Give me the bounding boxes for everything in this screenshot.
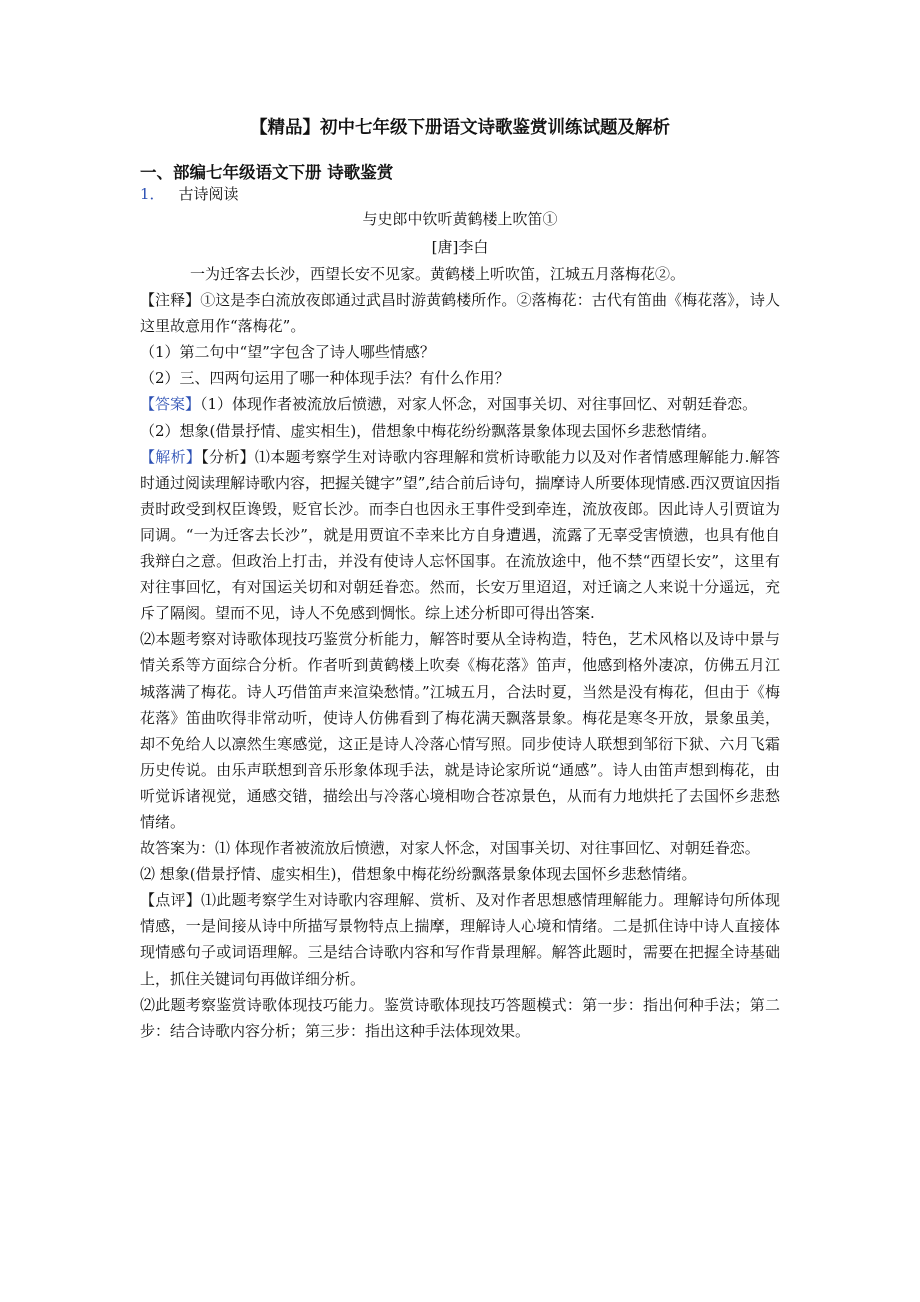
analysis-tag: 【解析】 — [140, 447, 202, 466]
answer-1-text: （1）体现作者被流放后愤懑，对家人怀念，对国事关切、对往事回忆、对朝廷眷恋。 — [200, 395, 758, 414]
question-heading — [140, 183, 239, 204]
answer-2: （2）想象(借景抒情、虚实相生)，借想象中梅花纷纷飘落景象体现去国怀乡悲愁情绪。 — [140, 421, 717, 440]
answer-1 — [140, 391, 780, 417]
analysis-3: 故答案为：⑴ 体现作者被流放后愤懑，对家人怀念，对国事关切、对往事回忆、对朝廷眷恋。 — [140, 839, 760, 858]
answer-tag: 【答案】 — [140, 395, 201, 414]
poem-note: 【注释】①这是李白流放夜郎通过武昌时游黄鹤楼所作。②落梅花：古代有笛曲《梅花落》，诗人这里故意用作“落梅花”。 — [140, 291, 780, 336]
section-heading: 一、部编七年级语文下册 诗歌鉴赏 — [140, 163, 394, 182]
sub-question-2: （2）三、四两句运用了哪一种体现手法？有什么作用？ — [140, 369, 510, 388]
question-number: 1． — [140, 185, 165, 203]
question-label: 古诗阅读 — [178, 185, 239, 203]
analysis-4: ⑵ 想象(借景抒情、虚实相生)，借想象中梅花纷纷飘落景象体现去国怀乡悲愁情绪。 — [140, 865, 697, 884]
sub-question-1: （1）第二句中“望”字包含了诗人哪些情感？ — [140, 343, 435, 362]
analysis-1-text: 【分析】⑴本题考察学生对诗歌内容理解和赏析诗歌能力以及对作者情感理解能力.解答时通过阅读理解诗歌内容，把握关键字”望”,结合前后诗句，揣摩诗人所要体现情感.西汉贾谊因指责时政受到权臣谗毁，贬官长沙。而李白也因永王事件受到牵连，流放夜郎。因此诗人引贾谊为同调。“一为迁客去长沙”，就是用贾谊不幸来比方自身遭遇，流露了无辜受害愤懑，也具有他自我辩白之意。但政治上打击，并没有使诗人忘怀国事。在流放途中，他不禁“西望长安”，这里有对往事回忆，有对国运关切和对朝廷眷恋。然而，长安万里迢迢，对迁谪之人来说十分遥远，充斥了隔阂。望而不见，诗人不免感到惆怅。综上述分析即可得出答案. — [140, 447, 780, 623]
poem-author: [唐]李白 — [431, 238, 489, 256]
document-body — [140, 261, 780, 1044]
analysis-1 — [140, 444, 780, 627]
analysis-6: ⑵此题考察鉴赏诗歌体现技巧能力。鉴赏诗歌体现技巧答题模式：第一步：指出何种手法；第二步：结合诗歌内容分析；第三步：指出这种手法体现效果。 — [140, 995, 780, 1040]
poem-text: 一为迁客去长沙，西望长安不见家。黄鹤楼上听吹笛，江城五月落梅花②。 — [190, 265, 686, 283]
analysis-2: ⑵本题考察对诗歌体现技巧鉴赏分析能力，解答时要从全诗构造，特色，艺术风格以及诗中景与情关系等方面综合分析。作者听到黄鹤楼上吹奏《梅花落》笛声，他感到格外凄凉，仿佛五月江城落满了梅花。诗人巧借笛声来渲染愁情。”江城五月，合法时夏，当然是没有梅花，但由于《梅花落》笛曲吹得非常动听，使诗人仿佛看到了梅花满天飘落景象。梅花是寒冬开放，景象虽美，却不免给人以凛然生寒感觉，这正是诗人冷落心情写照。同步使诗人联想到邹衍下狱、六月飞霜历史传说。由乐声联想到音乐形象体现手法，就是诗论家所说“通感”。诗人由笛声想到梅花，由听觉诉诸视觉，通感交错，描绘出与冷落心境相吻合苍凉景色，从而有力地烘托了去国怀乡悲愁情绪。 — [140, 630, 780, 831]
document-title: 【精品】初中七年级下册语文诗歌鉴赏训练试题及解析 — [250, 118, 670, 138]
analysis-5: 【点评】⑴此题考察学生对诗歌内容理解、赏析、及对作者思想感情理解能力。理解诗句所体现情感，一是间接从诗中所描写景物特点上揣摩，理解诗人心境和情绪。二是抓住诗中诗人直接体现情感句子或词语理解。三是结合诗歌内容和写作背景理解。解答此题时，需要在把握全诗基础上，抓住关键词句再做详细分析。 — [140, 891, 780, 988]
poem-title: 与史郎中钦听黄鹤楼上吹笛① — [362, 210, 558, 228]
